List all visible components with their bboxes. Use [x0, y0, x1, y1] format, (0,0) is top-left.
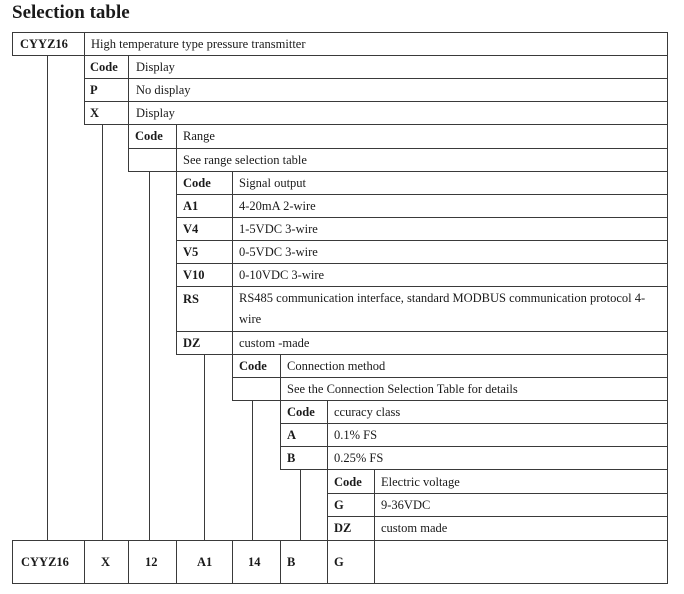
rule — [327, 469, 328, 540]
option-label: See range selection table — [183, 153, 307, 167]
option-label: 0-5VDC 3-wire — [239, 245, 318, 259]
code-header: Code — [239, 359, 267, 373]
option-label: 0.25% FS — [334, 451, 384, 465]
example-signal: A1 — [197, 555, 213, 569]
option-code: X — [90, 106, 100, 120]
rule — [176, 217, 668, 218]
rule — [280, 469, 668, 470]
rule — [176, 171, 177, 355]
rule — [667, 540, 668, 584]
example-display: X — [101, 555, 111, 569]
rule — [84, 101, 668, 102]
option-code: V4 — [183, 222, 199, 236]
option-label: custom -made — [239, 336, 310, 350]
rule — [176, 540, 177, 584]
connector-line — [47, 55, 48, 540]
rule — [327, 493, 668, 494]
rule — [12, 540, 13, 584]
connector-line — [204, 354, 205, 540]
rule — [176, 331, 668, 332]
code-header: Code — [183, 176, 211, 190]
rule — [176, 286, 668, 287]
option-code: RS — [183, 292, 199, 306]
option-code: V10 — [183, 268, 205, 282]
connector-line — [300, 469, 301, 540]
option-label: 0.1% FS — [334, 428, 378, 442]
rule — [128, 124, 129, 172]
option-code: A — [287, 428, 297, 442]
rule — [12, 540, 668, 541]
option-label: 0-10VDC 3-wire — [239, 268, 325, 282]
rule — [84, 124, 668, 125]
rule — [84, 32, 85, 125]
code-header: Code — [135, 129, 163, 143]
rule — [280, 540, 281, 584]
example-model: CYYZ16 — [21, 555, 69, 569]
rule — [176, 354, 668, 355]
rule — [128, 540, 129, 584]
option-header: Display — [136, 60, 175, 74]
example-accuracy: B — [287, 555, 296, 569]
option-header: ccuracy class — [334, 405, 401, 419]
rule — [280, 446, 668, 447]
example-connection: 14 — [248, 555, 261, 569]
rule — [12, 32, 13, 56]
option-code: B — [287, 451, 296, 465]
option-label: See the Connection Selection Table for details — [287, 382, 518, 396]
option-label: 9-36VDC — [381, 498, 431, 512]
model-code: CYYZ16 — [20, 37, 68, 51]
rule — [84, 540, 85, 584]
rule — [12, 55, 668, 56]
rule — [232, 354, 233, 401]
option-label: 4-20mA 2-wire — [239, 199, 316, 213]
option-header: Electric voltage — [381, 475, 460, 489]
rule — [12, 583, 668, 584]
option-label: Display — [136, 106, 175, 120]
connector-line — [102, 124, 103, 540]
rule — [232, 400, 668, 401]
rule — [128, 55, 129, 125]
option-code: DZ — [183, 336, 201, 350]
rule — [176, 263, 668, 264]
rule — [280, 423, 668, 424]
rule — [176, 240, 668, 241]
rule — [280, 354, 281, 401]
option-header: Signal output — [239, 176, 307, 190]
rule — [232, 377, 668, 378]
rule — [232, 540, 233, 584]
option-code: P — [90, 83, 98, 97]
rule — [667, 32, 668, 540]
rule — [84, 78, 668, 79]
rule — [327, 400, 328, 470]
page-title: Selection table — [12, 2, 130, 23]
rule — [327, 516, 668, 517]
code-header: Code — [90, 60, 118, 74]
option-code: G — [334, 498, 344, 512]
connector-line — [252, 400, 253, 540]
example-voltage: G — [334, 555, 344, 569]
code-header: Code — [334, 475, 362, 489]
rule — [12, 32, 668, 33]
rule — [374, 540, 375, 584]
option-header: Connection method — [287, 359, 386, 373]
rule — [327, 540, 328, 584]
option-header: Range — [183, 129, 215, 143]
option-label: custom made — [381, 521, 448, 535]
rule — [176, 194, 668, 195]
example-range: 12 — [145, 555, 158, 569]
code-header: Code — [287, 405, 315, 419]
rule — [128, 171, 668, 172]
rule — [176, 124, 177, 172]
option-code: V5 — [183, 245, 199, 259]
option-code: A1 — [183, 199, 199, 213]
option-label: RS485 communication interface, standard MODBUS communication protocol 4-wire — [239, 291, 646, 326]
connector-line — [149, 171, 150, 540]
option-label: No display — [136, 83, 191, 97]
option-code: DZ — [334, 521, 352, 535]
rule — [128, 148, 668, 149]
option-label: 1-5VDC 3-wire — [239, 222, 318, 236]
rule — [374, 469, 375, 540]
rule — [232, 171, 233, 355]
rule — [280, 400, 281, 470]
model-description: High temperature type pressure transmitter — [91, 37, 306, 51]
